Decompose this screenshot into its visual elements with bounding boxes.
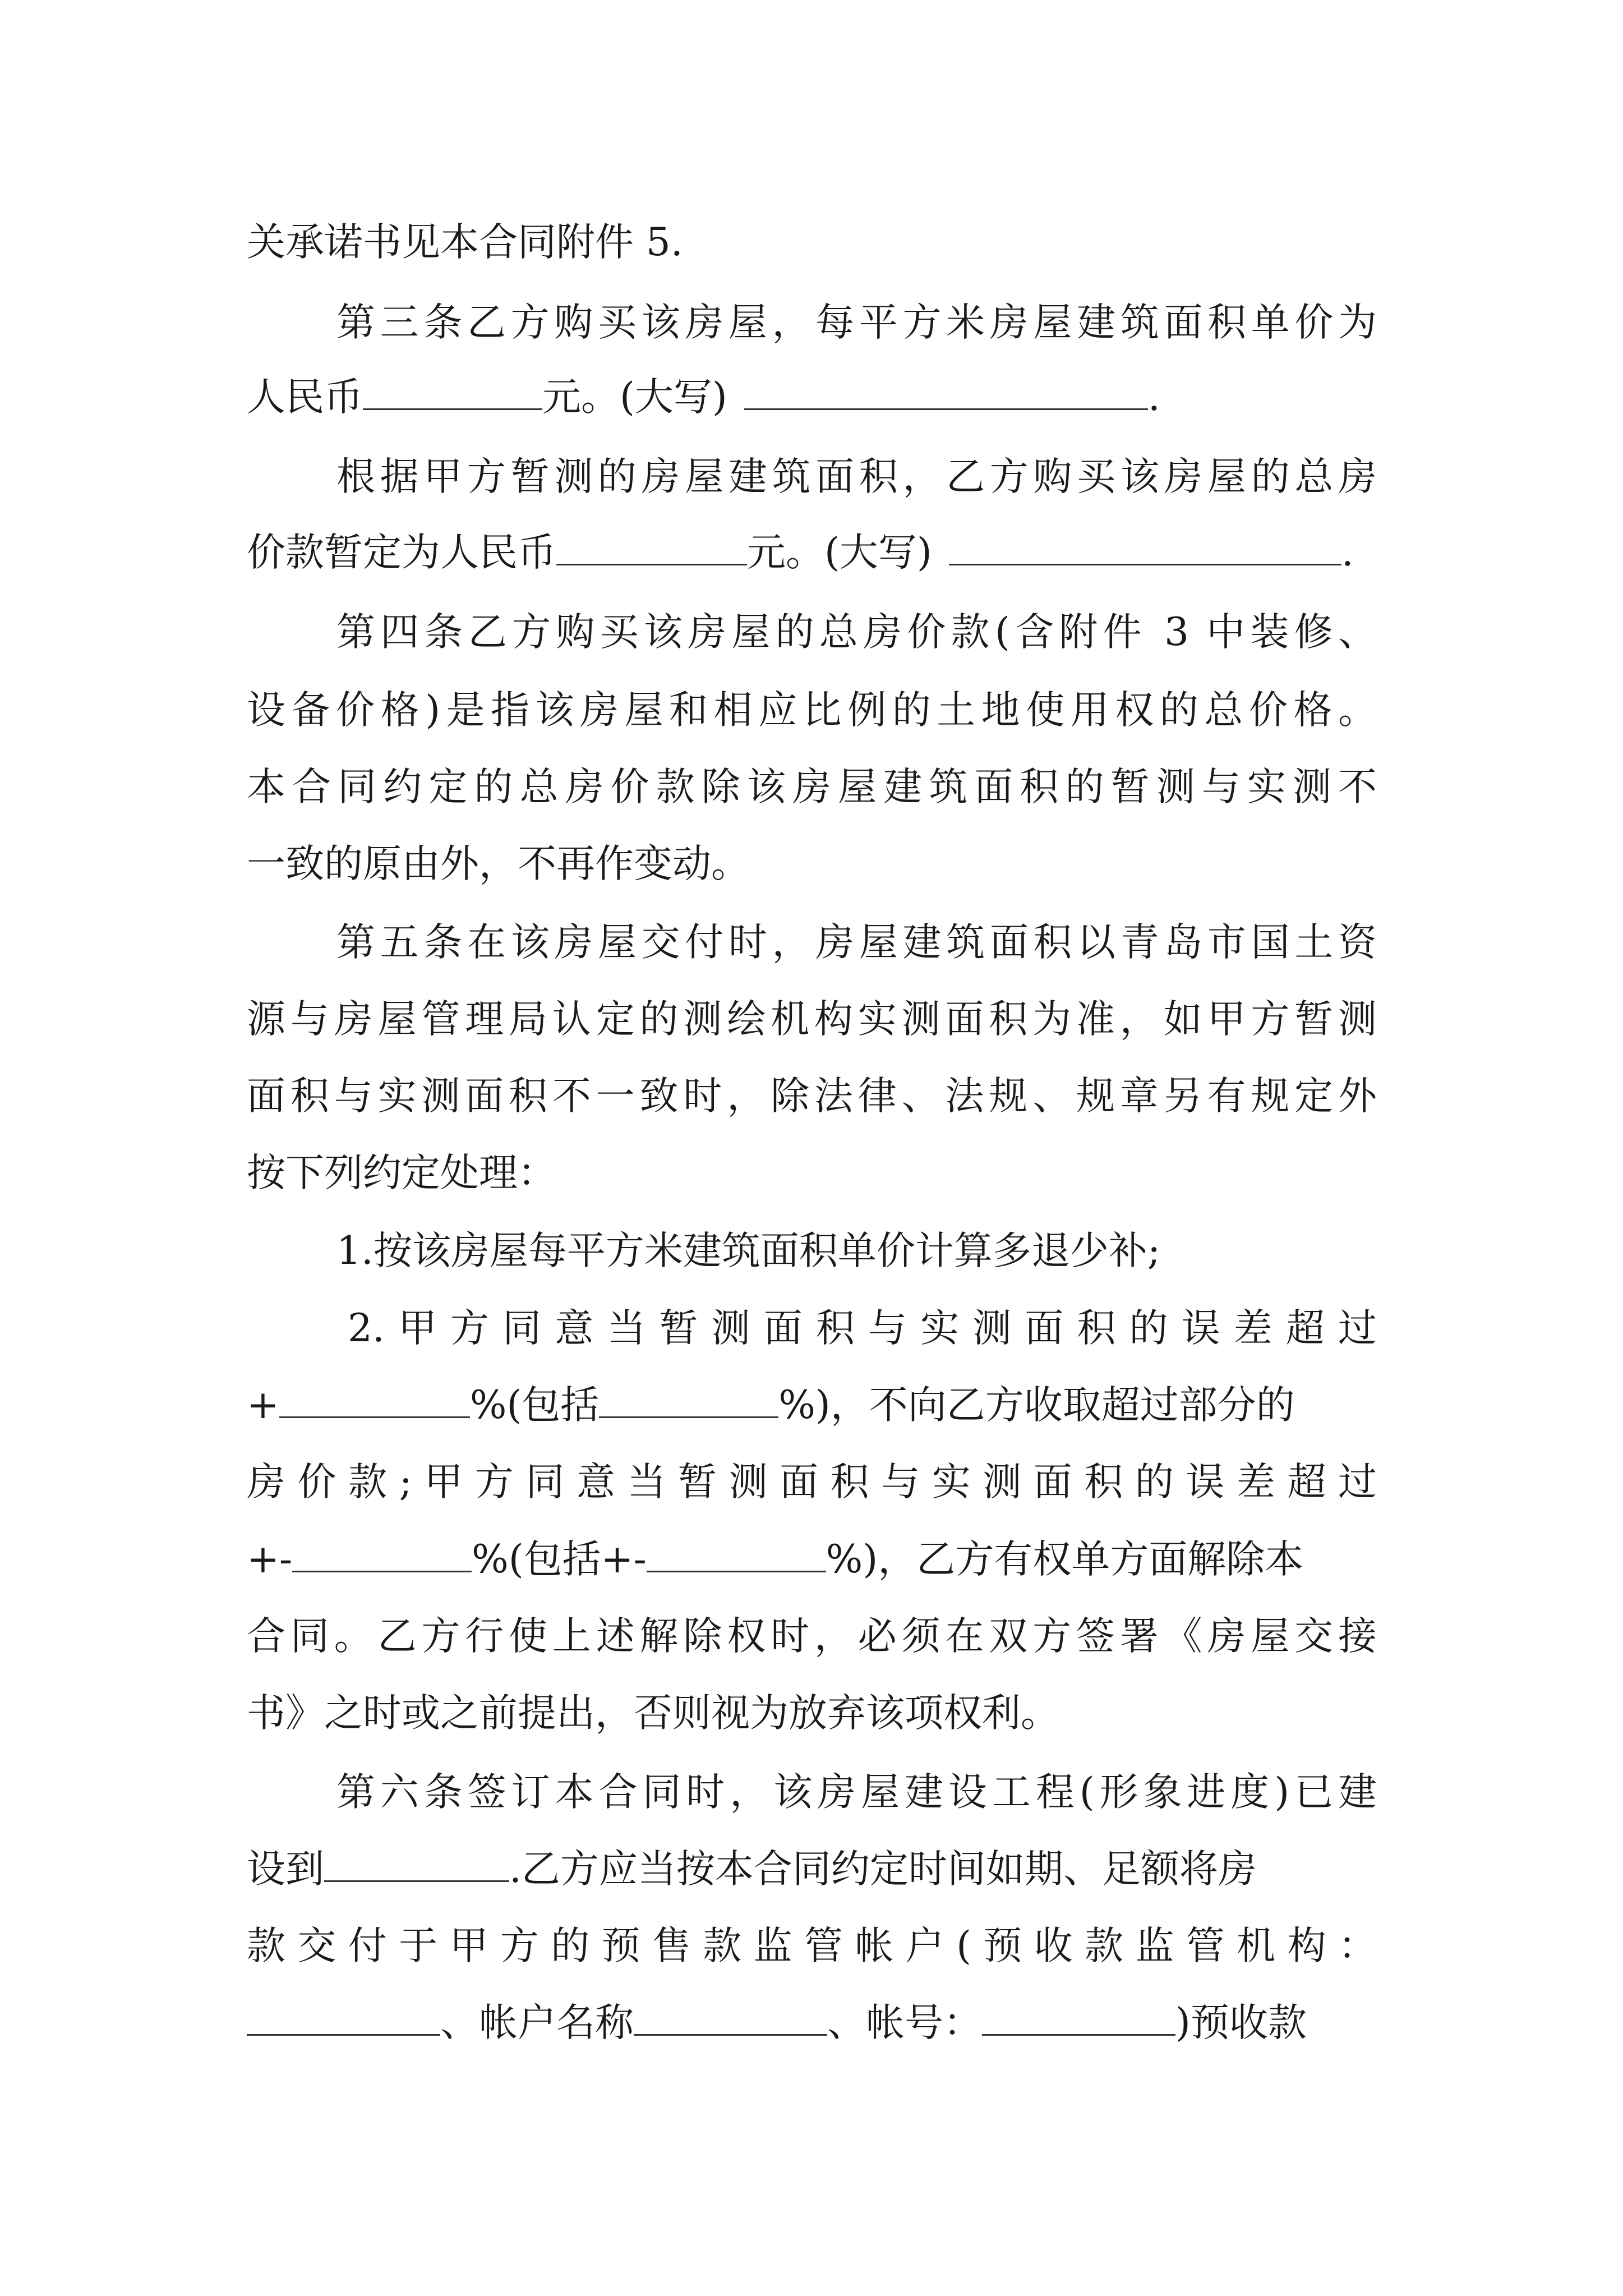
text-segment: %(包括+- — [472, 1537, 647, 1582]
text-segment: 、帐号： — [827, 2000, 982, 2045]
fill-blank — [599, 1384, 778, 1418]
text-line — [247, 524, 1377, 581]
text-segment: %)，不向乙方收取超过部分的 — [778, 1383, 1295, 1428]
text-line: 书》之时或之前提出，否则视为放弃该项权利。 — [247, 1691, 1059, 1736]
text-segment: . — [1147, 375, 1160, 420]
text-line: 根据甲方暂测的房屋建筑面积，乙方购买该房屋的总房 — [336, 454, 1377, 499]
text-line: 2.甲方同意当暂测面积与实测面积的误差超过 — [348, 1306, 1377, 1351]
text-line — [247, 1377, 1377, 1433]
text-segment: 元。(大写) — [542, 375, 727, 420]
text-segment: %(包括 — [469, 1383, 600, 1428]
text-line: 按下列约定处理： — [247, 1151, 556, 1195]
fill-blank — [982, 2001, 1175, 2036]
fill-blank — [634, 2001, 827, 2036]
fill-blank — [292, 1538, 472, 1572]
text-line: 第四条乙方购买该房屋的总房价款(含附件 3 中装修、 — [336, 610, 1377, 655]
text-line: 1.按该房屋每平方米建筑面积单价计算多退少补; — [336, 1228, 1161, 1273]
text-segment: +- — [247, 1537, 293, 1582]
text-segment: 人民币 — [247, 375, 363, 420]
text-line: 源与房屋管理局认定的测绘机构实测面积为准，如甲方暂测 — [247, 997, 1377, 1042]
text-line: 合同。乙方行使上述解除权时，必须在双方签署《房屋交接 — [247, 1614, 1377, 1659]
text-segment: .乙方应当按本合同约定时间如期、足额将房 — [509, 1847, 1257, 1892]
fill-blank — [324, 1848, 509, 1882]
text-line: 房价款;甲方同意当暂测面积与实测面积的误差超过 — [247, 1460, 1377, 1504]
text-segment: 设到 — [247, 1847, 324, 1892]
text-line: 第三条乙方购买该房屋，每平方米房屋建筑面积单价为 — [336, 300, 1377, 345]
fill-blank — [247, 2001, 440, 2036]
text-line: 面积与实测面积不一致时，除法律、法规、规章另有规定外 — [247, 1074, 1377, 1119]
text-segment: + — [247, 1383, 279, 1428]
text-segment: 元。(大写) — [747, 530, 932, 575]
text-line: 本合同约定的总房价款除该房屋建筑面积的暂测与实测不 — [247, 765, 1377, 809]
fill-blank — [279, 1384, 470, 1418]
text-segment: . — [1341, 530, 1354, 575]
text-line — [247, 369, 1377, 425]
text-line: 第六条签订本合同时，该房屋建设工程(形象进度)已建 — [336, 1770, 1377, 1815]
text-line — [247, 1995, 1377, 2051]
fill-blank — [647, 1538, 826, 1572]
text-segment: 、帐户名称 — [440, 2000, 634, 2045]
fill-blank — [556, 531, 747, 565]
text-line: 款交付于甲方的预售款监管帐户(预收款监管机构： — [247, 1924, 1377, 1968]
text-line: 设备价格)是指该房屋和相应比例的土地使用权的总价格。 — [247, 688, 1377, 733]
text-line: 关承诺书见本合同附件 5. — [247, 220, 683, 265]
fill-blank — [744, 376, 1148, 410]
text-segment: %)，乙方有权单方面解除本 — [826, 1537, 1304, 1582]
fill-blank — [363, 376, 542, 410]
text-line: 一致的原由外，不再作变动。 — [247, 841, 750, 886]
text-segment: )预收款 — [1175, 2000, 1307, 2045]
text-segment: 价款暂定为人民币 — [247, 530, 556, 575]
fill-blank — [949, 531, 1341, 565]
text-line — [247, 1531, 1377, 1588]
text-line: 第五条在该房屋交付时，房屋建筑面积以青岛市国土资 — [336, 920, 1377, 965]
text-line — [247, 1841, 1377, 1897]
